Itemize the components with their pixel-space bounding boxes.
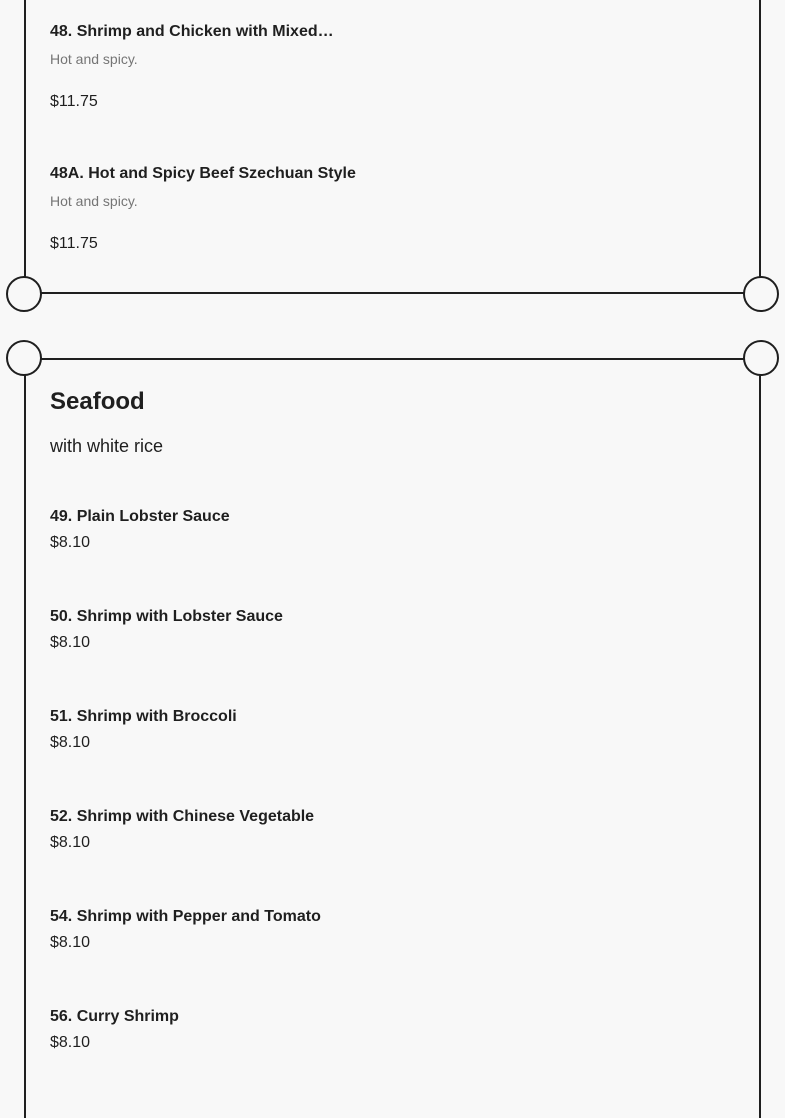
menu-item-description: Hot and spicy. <box>50 193 138 209</box>
section-title: Seafood <box>50 388 145 415</box>
menu-item-description: Hot and spicy. <box>50 51 138 67</box>
menu-item-price: $8.10 <box>50 934 91 951</box>
menu-item-name: 51. Shrimp with Broccoli <box>50 708 237 725</box>
menu-item-name: 48A. Hot and Spicy Beef Szechuan Style <box>50 165 356 182</box>
card-corner-decoration <box>743 276 779 312</box>
menu-item-price: $11.75 <box>50 93 98 110</box>
menu-item-price: $8.10 <box>50 634 91 651</box>
menu-item-name: 52. Shrimp with Chinese Vegetable <box>50 808 315 825</box>
menu-item-price: $8.10 <box>50 534 91 551</box>
card-corner-decoration <box>6 340 42 376</box>
menu-item-name: 48. Shrimp and Chicken with Mixed… <box>50 23 334 40</box>
menu-item-price: $8.10 <box>50 734 91 751</box>
section-subtitle: with white rice <box>50 436 164 456</box>
menu-item-price: $11.75 <box>50 235 98 252</box>
menu-item-price: $8.10 <box>50 834 91 851</box>
menu-item-name: 49. Plain Lobster Sauce <box>50 508 230 525</box>
seafood-section-card <box>24 358 761 1118</box>
card-corner-decoration <box>6 276 42 312</box>
card-corner-decoration <box>743 340 779 376</box>
menu-item-name: 56. Curry Shrimp <box>50 1008 179 1025</box>
menu-item-price: $8.10 <box>50 1034 91 1051</box>
menu-section-card <box>24 0 761 294</box>
menu-item-name: 54. Shrimp with Pepper and Tomato <box>50 908 321 925</box>
menu-item-name: 50. Shrimp with Lobster Sauce <box>50 608 283 625</box>
